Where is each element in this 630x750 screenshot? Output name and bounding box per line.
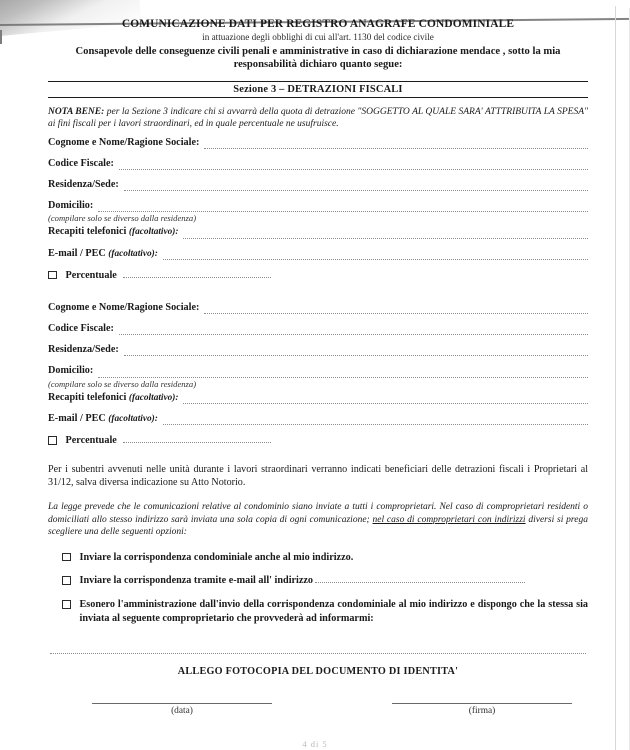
field-cognome-nome-1[interactable] <box>48 137 588 149</box>
firma-signature-line[interactable] <box>392 703 572 704</box>
spacer <box>48 629 588 645</box>
option-row-1[interactable] <box>48 551 588 565</box>
field-label-domicilio: Domicilio: <box>48 365 94 377</box>
date-signature-line[interactable] <box>92 703 272 704</box>
field-recapiti-telefonici-1[interactable] <box>48 226 588 238</box>
comproprietario-input-line[interactable] <box>50 645 586 654</box>
paragraph-subentri: Per i subentri avvenuti nelle unità durante i lavori straordinari verranno indicati beneficiari delle detrazioni fiscali i Proprietari al 31/12, salva diversa indicazione su Atto Notorio. <box>48 463 588 488</box>
field-label-residenza-sede: Residenza/Sede: <box>48 178 119 190</box>
spacer <box>48 172 588 179</box>
spacer <box>48 358 588 365</box>
field-input-cognome-nome[interactable] <box>204 305 588 314</box>
beneficiary-block-2 <box>48 302 588 448</box>
spacer <box>48 151 588 158</box>
page-number: 4 di 5 <box>302 739 328 749</box>
field-input-percentuale[interactable] <box>123 270 271 278</box>
field-input-domicilio[interactable] <box>98 203 588 212</box>
document-subtitle: in attuazione degli obblighi di cui all'art. 1130 del codice civile <box>202 32 434 43</box>
field-residenza-sede-2[interactable] <box>48 344 588 356</box>
declaration-text: Consapevole delle conseguenze civili penali e amministrative in caso di dichiarazione mendace , sotto la mia responsabilità dichiaro quanto segue: <box>75 46 561 71</box>
spacer <box>48 241 588 248</box>
signature-area <box>48 703 588 716</box>
domicilio-note: (compilare solo se diverso dalla residenza) <box>48 213 197 224</box>
field-input-residenza-sede[interactable] <box>124 347 588 356</box>
field-label-email-main: E-mail / PEC <box>48 247 106 259</box>
field-label-percentuale: Percentuale <box>65 269 117 281</box>
checkbox-option-1[interactable] <box>62 553 71 562</box>
field-label-recapiti-main: Recapiti telefonici <box>48 391 127 403</box>
option-label-2-wrap <box>80 574 589 588</box>
field-codice-fiscale-2[interactable] <box>48 323 588 335</box>
field-label-email-pec <box>48 413 158 425</box>
field-input-email-pec[interactable] <box>163 251 588 260</box>
attachment-notice: ALLEGO FOTOCOPIA DEL DOCUMENTO DI IDENTITA' <box>177 665 459 677</box>
checkbox-option-2[interactable] <box>62 576 71 585</box>
section-header-band <box>48 81 588 98</box>
field-label-codice-fiscale: Codice Fiscale: <box>48 157 114 169</box>
checkbox-percentuale[interactable] <box>48 271 57 280</box>
field-label-cognome-nome: Cognome e Nome/Ragione Sociale: <box>48 301 200 313</box>
field-label-recapiti-main: Recapiti telefonici <box>48 226 127 238</box>
field-input-codice-fiscale[interactable] <box>119 326 588 335</box>
field-domicilio-1[interactable] <box>48 200 588 212</box>
spacer <box>48 286 588 302</box>
spacer <box>48 539 588 551</box>
document-title: COMUNICAZIONE DATI PER REGISTRO ANAGRAFE CONDOMINIALE <box>121 18 515 30</box>
field-cognome-nome-2[interactable] <box>48 302 588 314</box>
paragraph-legge-part1: La legge prevede che le comunicazioni relative al condominio siano inviate a tutti i comproprietari. Nel caso di comproprietari residenti o domiciliati allo stesso indirizzo sarà inviata una sola copia di ogni comunicazione; <box>48 502 588 525</box>
spacer <box>48 262 588 269</box>
nota-bene <box>48 107 588 131</box>
domicilio-note: (compilare solo se diverso dalla residenza) <box>48 378 197 389</box>
spacer <box>48 316 588 323</box>
field-label-percentuale: Percentuale <box>65 435 117 447</box>
field-label-email-pec <box>48 248 158 260</box>
field-input-domicilio[interactable] <box>98 369 588 378</box>
option-2-input-indirizzo[interactable] <box>315 575 525 583</box>
field-email-pec-1[interactable] <box>48 248 588 260</box>
nota-bene-label: NOTA BENE: <box>48 106 105 117</box>
field-label-residenza-sede: Residenza/Sede: <box>48 344 119 356</box>
section-title: Sezione 3 – DETRAZIONI FISCALI <box>233 83 403 95</box>
field-label-recapiti-telefonici <box>48 392 178 404</box>
spacer <box>48 567 588 574</box>
signature-label: (firma) <box>468 705 496 716</box>
date-column <box>92 703 272 716</box>
date-label: (data) <box>171 705 193 716</box>
field-input-cognome-nome[interactable] <box>204 140 588 149</box>
field-label-cognome-nome: Cognome e Nome/Ragione Sociale: <box>48 136 200 148</box>
field-label-recapiti-telefonici <box>48 226 178 238</box>
checkbox-option-3[interactable] <box>62 600 71 609</box>
spacer <box>48 427 588 434</box>
checkbox-percentuale[interactable] <box>48 436 57 445</box>
percentuale-label-wrap <box>66 434 589 448</box>
option-row-3[interactable] <box>48 598 588 626</box>
field-label-recapiti-optional: (facoltativo): <box>128 392 179 403</box>
paragraph-legge-part2: diversi si prega scegliere una delle seguenti opzioni: <box>48 514 588 538</box>
field-input-recapiti-telefonici[interactable] <box>183 230 588 239</box>
field-label-recapiti-optional: (facoltativo): <box>128 227 179 238</box>
field-input-residenza-sede[interactable] <box>124 182 588 191</box>
paragraph-legge <box>48 501 588 539</box>
field-input-percentuale[interactable] <box>123 435 271 443</box>
beneficiary-block-1 <box>48 137 588 283</box>
signature-column <box>392 703 572 716</box>
field-input-codice-fiscale[interactable] <box>119 161 588 170</box>
field-label-email-optional: (facoltativo): <box>108 248 158 259</box>
spacer <box>48 451 588 463</box>
spacer <box>48 489 588 501</box>
field-recapiti-telefonici-2[interactable] <box>48 392 588 404</box>
field-input-recapiti-telefonici[interactable] <box>183 395 588 404</box>
nota-bene-text: per la Sezione 3 indicare chi si avvarrà della quota di detrazione "SOGGETTO AL QUALE SARA' ATTTRIBUITA LA SPESA" ai fini fiscali per i lavori straordinari, ed in quale percentuale ne usufruisce. <box>48 106 588 129</box>
option-label-1: Inviare la corrispondenza condominiale anche al mio indirizzo. <box>79 551 354 563</box>
field-label-email-main: E-mail / PEC <box>48 412 106 424</box>
band-rule-bottom <box>48 97 588 98</box>
field-email-pec-2[interactable] <box>48 413 588 425</box>
option-label-3: Esonero l'amministrazione dall'invio della corrispondenza condominiale al mio indirizzo e dispongo che la stessa sia inviata al seguente comproprietario che provvederà ad informarmi: <box>79 599 588 624</box>
field-percentuale-2[interactable] <box>48 434 588 448</box>
paragraph-legge-underlined: nel caso di comproprietari con indirizzi <box>372 514 526 525</box>
field-codice-fiscale-1[interactable] <box>48 158 588 170</box>
spacer <box>48 591 588 598</box>
field-residenza-sede-1[interactable] <box>48 179 588 191</box>
field-label-domicilio: Domicilio: <box>48 200 94 212</box>
field-label-codice-fiscale: Codice Fiscale: <box>48 322 114 334</box>
field-input-email-pec[interactable] <box>163 416 588 425</box>
spacer <box>48 406 588 413</box>
option-label-2: Inviare la corrispondenza tramite e-mail all' indirizzo <box>79 575 314 587</box>
correspondence-options <box>48 551 588 626</box>
spacer <box>48 337 588 344</box>
field-label-email-optional: (facoltativo): <box>108 413 158 424</box>
percentuale-label-wrap <box>66 269 589 283</box>
field-percentuale-1[interactable] <box>48 269 588 283</box>
field-domicilio-2[interactable] <box>48 365 588 377</box>
option-row-2[interactable] <box>48 574 588 588</box>
spacer <box>48 193 588 200</box>
